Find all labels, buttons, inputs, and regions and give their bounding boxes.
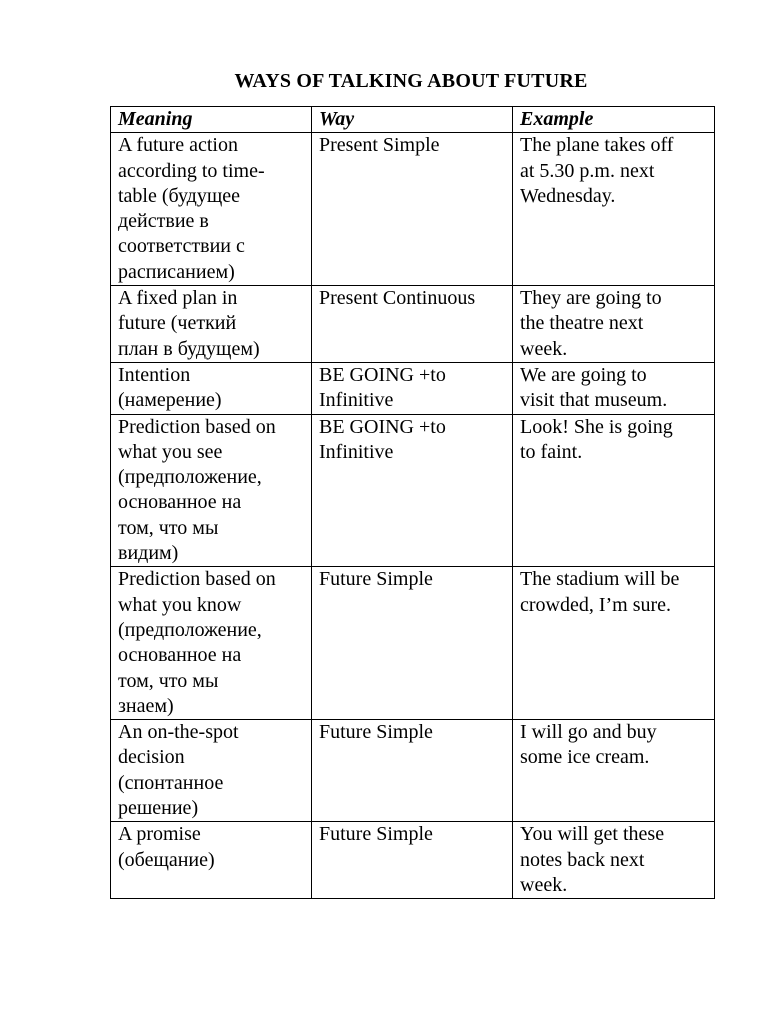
cell-example-text: You will get these notes back next week.	[520, 823, 665, 896]
cell-example	[513, 567, 715, 720]
cell-example	[513, 286, 715, 363]
page-title: WAYS OF TALKING ABOUT FUTURE	[234, 70, 588, 92]
cell-way-text: Present Continuous	[319, 287, 476, 310]
header-row	[111, 107, 715, 133]
cell-meaning-text: A future action according to time- table (будущее действие в соответствии с расписанием)	[118, 134, 265, 283]
cell-meaning	[111, 286, 312, 363]
cell-meaning	[111, 567, 312, 720]
cell-way	[312, 567, 513, 720]
table-header	[111, 107, 715, 133]
table-row	[111, 720, 715, 822]
cell-example-text: Look! She is going to faint.	[520, 415, 673, 463]
cell-way-text: Present Simple	[319, 134, 440, 157]
table-row	[111, 133, 715, 286]
header-way: Way	[312, 107, 513, 133]
cell-meaning-text: Intention (намерение)	[118, 363, 222, 412]
future-ways-table	[110, 106, 715, 899]
cell-example	[513, 362, 715, 414]
cell-way-text: Future Simple	[319, 721, 433, 744]
cell-way	[312, 362, 513, 414]
cell-meaning-text: An on-the-spot decision (спонтанное решение)	[118, 721, 239, 820]
table-row	[111, 286, 715, 363]
cell-way-text: Future Simple	[319, 568, 433, 591]
cell-example	[513, 414, 715, 567]
cell-meaning-text: Prediction based on what you see (предположение, основанное на том, что мы видим)	[118, 415, 276, 565]
cell-way-text: BE GOING +to Infinitive	[319, 363, 446, 412]
cell-meaning	[111, 362, 312, 414]
cell-example	[513, 133, 715, 286]
table-row	[111, 362, 715, 414]
cell-example-text: The plane takes off at 5.30 p.m. next Wednesday.	[520, 134, 674, 207]
cell-way	[312, 720, 513, 822]
cell-meaning-text: A promise (обещание)	[118, 823, 215, 871]
cell-meaning-text: Prediction based on what you know (предположение, основанное на том, что мы знаем)	[118, 568, 276, 717]
table-row	[111, 822, 715, 899]
cell-example	[513, 720, 715, 822]
cell-way	[312, 414, 513, 567]
table-body	[111, 133, 715, 899]
cell-way-text: BE GOING +to Infinitive	[319, 415, 446, 463]
cell-meaning	[111, 822, 312, 899]
cell-meaning	[111, 720, 312, 822]
cell-meaning	[111, 414, 312, 567]
table-row	[111, 414, 715, 567]
cell-way	[312, 133, 513, 286]
cell-example	[513, 822, 715, 899]
header-example: Example	[513, 107, 715, 133]
cell-example-text: We are going to visit that museum.	[520, 363, 668, 412]
cell-way	[312, 286, 513, 363]
cell-example-text: They are going to the theatre next week.	[520, 287, 662, 360]
cell-example-text: The stadium will be crowded, I’m sure.	[520, 568, 680, 616]
cell-meaning-text: A fixed plan in future (четкий план в будущем)	[118, 287, 260, 360]
table-row	[111, 567, 715, 720]
cell-way-text: Future Simple	[319, 823, 433, 846]
cell-example-text: I will go and buy some ice cream.	[520, 721, 657, 769]
header-meaning: Meaning	[111, 107, 312, 133]
cell-way	[312, 822, 513, 899]
cell-meaning	[111, 133, 312, 286]
